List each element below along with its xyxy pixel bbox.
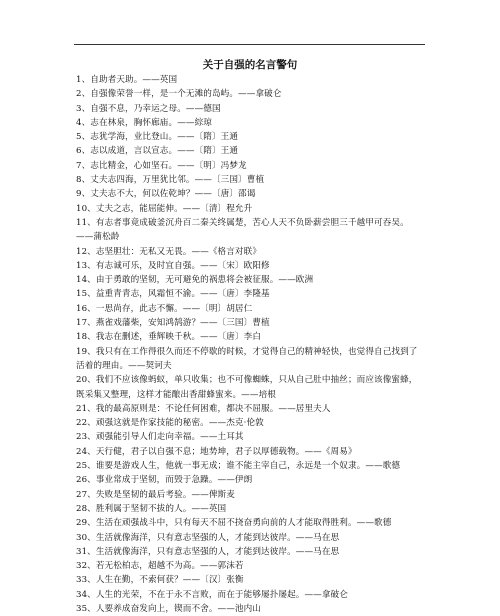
- quote-item: [76, 287, 424, 301]
- quote-item: [76, 87, 424, 101]
- quote-text: 16、一思尚存，此志不懈。——〔明〕胡居仁: [76, 303, 253, 314]
- quote-item: [76, 102, 424, 116]
- quote-text: 11、有志者事竟成破釜沉舟百二秦关终属楚，苦心人天不负卧薪尝胆三千越甲可吞吴。——蒲松龄: [76, 217, 409, 243]
- quote-item: [76, 502, 424, 516]
- quote-item: [76, 545, 424, 559]
- quote-text: 34、人生的光荣，不在于永不言败，而在于能够屡扑屡起。——拿破仑: [76, 589, 348, 600]
- quote-text: 4、志在林泉，胸怀廊庙。——綜琼: [76, 117, 212, 128]
- document-title: 关于自强的名言警句: [202, 59, 298, 71]
- quote-text: 14、由于勇敢的坚韧，无可避免的祸患将会被征服。——欧洲: [76, 275, 314, 286]
- quote-text: 35、人要养成奋发向上，锲而不舍。——池内山: [76, 603, 262, 614]
- quote-list: [76, 73, 424, 616]
- quote-item: [76, 345, 424, 374]
- quote-text: 28、胜利属于坚韧不拔的人。——英国: [76, 503, 227, 514]
- quote-text: 8、丈夫志四海，万里犹比邻。——〔三国〕曹植: [76, 175, 265, 186]
- quote-text: 20、我们不应该像蚂蚁，单只收集；也不可像蜘蛛，只从自己肚中抽丝；而应该像蜜蜂，既采集又整理，这样才能酿出香甜蜂蜜来。——培根: [76, 375, 418, 400]
- quote-item: [76, 302, 424, 316]
- quote-item: [76, 473, 424, 487]
- quote-text: 24、天行健，君子以自强不息；地势坤，君子以厚德载物。——《周易》: [76, 446, 357, 457]
- quote-text: 13、有志诚可乐，及时宜自强。——〔宋〕欧阳修: [76, 260, 270, 271]
- quote-item: [76, 516, 424, 530]
- quote-text: 9、丈夫志不大，何以佐乾坤？——〔唐〕邵谒: [76, 189, 256, 200]
- quote-text: 6、志以成道，言以宣志。——〔隋〕王通: [76, 146, 239, 157]
- quote-text: 32、若无松柏志，超越不为高。——郭沫若: [76, 561, 244, 572]
- quote-text: 2、自强像荣誉一样，是一个无滩的岛屿。——拿破仑: [76, 89, 282, 100]
- quote-text: 12、志坚胆壮：无私又无畏。——《格言对联》: [76, 246, 262, 257]
- quote-item: [76, 602, 424, 616]
- quote-item: [76, 202, 424, 216]
- quote-item: [76, 573, 424, 587]
- quote-text: 22、顽强这就是作家技能的秘密。——杰克·伦敦: [76, 418, 264, 429]
- quote-text: 27、失败是坚韧的最后考验。——俾斯麦: [76, 489, 235, 500]
- quote-item: [76, 273, 424, 287]
- quote-text: 19、我只有在工作得很久而还不停歇的时候，才觉得自己的精神轻快，也觉得自己找到了活着的理由。——契诃夫: [76, 346, 418, 371]
- quote-item: [76, 488, 424, 502]
- quote-item: [76, 216, 424, 245]
- quote-item: [76, 402, 424, 416]
- quote-text: 1、自助者天助。——英国: [76, 75, 178, 85]
- quote-item: [76, 130, 424, 144]
- quote-text: 18、我志在删述，垂辉映千秋。——〔唐〕李白: [76, 332, 262, 343]
- quote-text: 30、生活就像海洋，只有意志坚强的人，才能到达彼岸。——马在思: [76, 532, 340, 543]
- quote-text: 3、自强不息，乃幸运之母。——德国: [76, 103, 221, 114]
- quote-text: 33、人生在勤，不索何获？——〔汉〕张衡: [76, 575, 244, 586]
- quote-text: 21、我的最高原则是：不论任何困难，都决不屈服。——居里夫人: [76, 403, 331, 414]
- quote-text: 10、丈夫之志，能屈能伸。——〔清〕程允升: [76, 203, 253, 214]
- quote-text: 7、志比精金，心如坚石。——〔明〕冯梦龙: [76, 160, 247, 171]
- header-rule: [74, 44, 425, 45]
- quote-item: [76, 259, 424, 273]
- quote-item: [76, 144, 424, 158]
- quote-text: 29、生活在顽强战斗中，只有每天不屈不挠奋勇向前的人才能取得胜利。——歌德: [76, 518, 392, 529]
- quote-item: [76, 245, 424, 259]
- quote-item: [76, 330, 424, 344]
- quote-item: [76, 187, 424, 201]
- quote-text: 15、益重青青志，风霜恒不渝。——〔唐〕李隆基: [76, 289, 270, 300]
- quote-item: [76, 159, 424, 173]
- quote-item: [76, 416, 424, 430]
- quote-item: [76, 373, 424, 402]
- quote-text: 5、志犹学海，业比登山。——〔隋〕王通: [76, 132, 239, 143]
- quote-item: [76, 445, 424, 459]
- quote-item: [76, 316, 424, 330]
- quote-text: 23、顽强能引导人们走向幸福。——土耳其: [76, 432, 244, 443]
- quote-text: 31、生活就像海洋，只有意志坚强的人，才能到达彼岸。——马在思: [76, 546, 340, 557]
- quote-text: 25、谁要是游戏人生，他就一事无成；谁不能主宰自己，永远是一个奴隶。——歌德: [76, 461, 401, 472]
- quote-item: [76, 173, 424, 187]
- quote-item: [76, 531, 424, 545]
- quote-item: [76, 559, 424, 573]
- quote-text: 26、事业常成于坚韧，而毁于急躁。——伊朗: [76, 475, 253, 486]
- quote-text: 17、燕雀戏藩柴，安知鸿鹄游？——〔三国〕曹植: [76, 318, 270, 329]
- quote-item: [76, 116, 424, 130]
- quote-item: [76, 73, 424, 87]
- quote-item: [76, 459, 424, 473]
- quote-item: [76, 430, 424, 444]
- quote-item: [76, 588, 424, 602]
